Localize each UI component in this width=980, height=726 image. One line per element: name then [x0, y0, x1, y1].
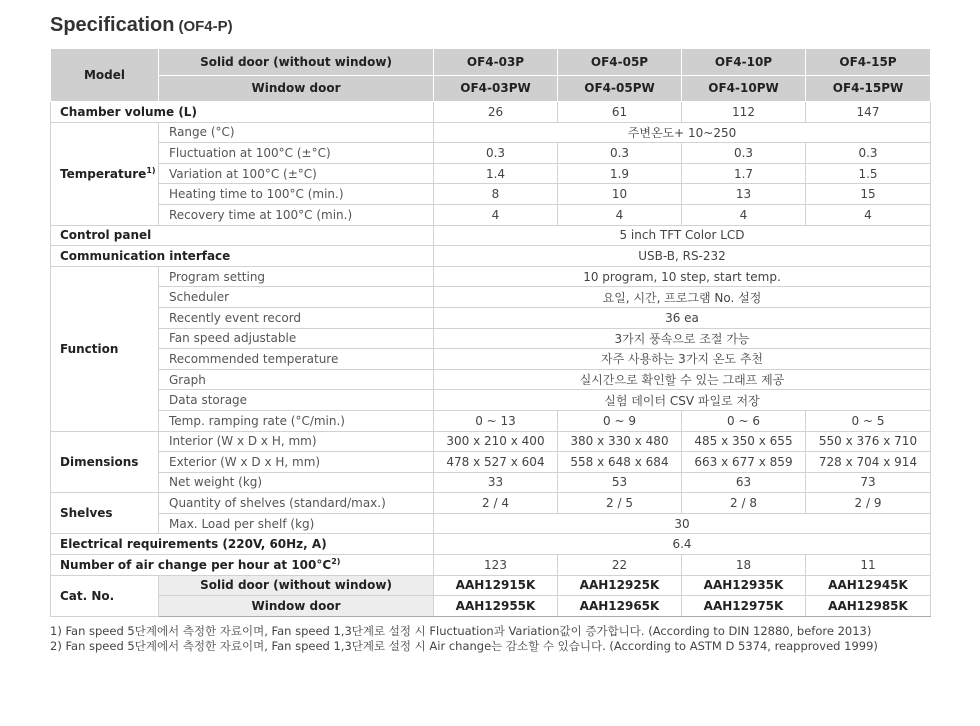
table-row — [51, 596, 931, 617]
table-cell: 0 ~ 9 — [558, 410, 682, 431]
specification-table — [50, 48, 931, 617]
table-cell: 1.5 — [806, 163, 931, 184]
electrical-value: 6.4 — [434, 534, 931, 555]
recommended-label: Recommended temperature — [159, 349, 434, 370]
table-cell: 26 — [434, 102, 558, 123]
table-cell: 123 — [434, 555, 558, 576]
table-cell: 4 — [558, 204, 682, 225]
model-solid-1: OF4-03P — [434, 49, 558, 76]
communication-value: USB-B, RS-232 — [434, 246, 931, 267]
table-cell: 0 ~ 6 — [682, 410, 806, 431]
table-row — [51, 493, 931, 514]
cat-solid-label: Solid door (without window) — [159, 575, 434, 596]
model-window-3: OF4-10PW — [682, 75, 806, 102]
footnote-1: 1) Fan speed 5단계에서 측정한 자료이며, Fan speed 1,3단계로 설정 시 Fluctuation과 Variation값이 증가합니다. (According to DIN 12880, before 2013) — [50, 624, 872, 638]
shelves-label: Shelves — [51, 493, 159, 534]
communication-label: Communication interface — [51, 246, 434, 267]
quantity-label: Quantity of shelves (standard/max.) — [159, 493, 434, 514]
table-cell: AAH12985K — [806, 596, 931, 617]
table-cell: 558 x 648 x 684 — [558, 452, 682, 473]
interior-label: Interior (W x D x H, mm) — [159, 431, 434, 452]
table-cell: 147 — [806, 102, 931, 123]
footnotes — [50, 624, 878, 654]
table-row — [51, 143, 931, 164]
header-row-window — [51, 75, 931, 102]
table-row — [51, 410, 931, 431]
variation-label: Variation at 100°C (±°C) — [159, 163, 434, 184]
cat-window-label: Window door — [159, 596, 434, 617]
table-cell: 8 — [434, 184, 558, 205]
table-cell: 4 — [806, 204, 931, 225]
table-cell: 2 / 5 — [558, 493, 682, 514]
table-cell: 2 / 8 — [682, 493, 806, 514]
control-panel-label: Control panel — [51, 225, 434, 246]
table-cell: 300 x 210 x 400 — [434, 431, 558, 452]
footnote-2: 2) Fan speed 5단계에서 측정한 자료이며, Fan speed 1,3단계로 설정 시 Air change는 감소할 수 있습니다. (According to ASTM D 5374, reapproved 1999) — [50, 639, 878, 653]
table-cell: 53 — [558, 472, 682, 493]
table-row — [51, 163, 931, 184]
table-row — [51, 246, 931, 267]
table-row — [51, 555, 931, 576]
scheduler-value: 요일, 시간, 프로그램 No. 설정 — [434, 287, 931, 308]
table-cell: AAH12915K — [434, 575, 558, 596]
dimensions-label: Dimensions — [51, 431, 159, 493]
table-cell: 33 — [434, 472, 558, 493]
table-cell: AAH12975K — [682, 596, 806, 617]
table-cell: 663 x 677 x 859 — [682, 452, 806, 473]
table-cell: AAH12965K — [558, 596, 682, 617]
exterior-label: Exterior (W x D x H, mm) — [159, 452, 434, 473]
model-solid-4: OF4-15P — [806, 49, 931, 76]
table-cell: 1.9 — [558, 163, 682, 184]
temperature-text: Temperature — [60, 166, 147, 181]
table-row — [51, 287, 931, 308]
title-main: Specification — [50, 14, 175, 36]
recovery-label: Recovery time at 100°C (min.) — [159, 204, 434, 225]
table-row — [51, 122, 931, 143]
table-cell: 0 ~ 5 — [806, 410, 931, 431]
table-row — [51, 452, 931, 473]
table-cell: AAH12955K — [434, 596, 558, 617]
range-value: 주변온도+ 10~250 — [434, 122, 931, 143]
table-row — [51, 307, 931, 328]
model-header: Model — [51, 49, 159, 102]
table-cell: 73 — [806, 472, 931, 493]
table-cell: 4 — [682, 204, 806, 225]
table-row — [51, 534, 931, 555]
table-cell: 11 — [806, 555, 931, 576]
table-cell: 0.3 — [806, 143, 931, 164]
function-label: Function — [51, 266, 159, 431]
model-window-4: OF4-15PW — [806, 75, 931, 102]
window-door-header: Window door — [159, 75, 434, 102]
program-label: Program setting — [159, 266, 434, 287]
table-row — [51, 431, 931, 452]
table-row — [51, 266, 931, 287]
table-cell: 2 / 4 — [434, 493, 558, 514]
scheduler-label: Scheduler — [159, 287, 434, 308]
table-cell: AAH12945K — [806, 575, 931, 596]
table-row — [51, 513, 931, 534]
table-cell: 485 x 350 x 655 — [682, 431, 806, 452]
table-cell: 728 x 704 x 914 — [806, 452, 931, 473]
table-cell: 18 — [682, 555, 806, 576]
table-row — [51, 472, 931, 493]
table-row — [51, 225, 931, 246]
cat-no-label: Cat. No. — [51, 575, 159, 616]
header-row-solid — [51, 49, 931, 76]
table-cell: AAH12925K — [558, 575, 682, 596]
table-row — [51, 390, 931, 411]
storage-value: 실험 데이터 CSV 파일로 저장 — [434, 390, 931, 411]
table-cell: 2 / 9 — [806, 493, 931, 514]
fan-value: 3가지 풍속으로 조절 가능 — [434, 328, 931, 349]
table-cell: 4 — [434, 204, 558, 225]
table-row — [51, 575, 931, 596]
title-model: (OF4-P) — [178, 18, 233, 35]
weight-label: Net weight (kg) — [159, 472, 434, 493]
table-cell: 112 — [682, 102, 806, 123]
model-window-1: OF4-03PW — [434, 75, 558, 102]
table-cell: 1.7 — [682, 163, 806, 184]
table-cell: 63 — [682, 472, 806, 493]
temperature-label — [51, 122, 159, 225]
event-value: 36 ea — [434, 307, 931, 328]
table-cell: 1.4 — [434, 163, 558, 184]
table-row — [51, 102, 931, 123]
ramping-label: Temp. ramping rate (°C/min.) — [159, 410, 434, 431]
fan-label: Fan speed adjustable — [159, 328, 434, 349]
air-change-label — [51, 555, 434, 576]
fluctuation-label: Fluctuation at 100°C (±°C) — [159, 143, 434, 164]
table-cell: AAH12935K — [682, 575, 806, 596]
graph-value: 실시간으로 확인할 수 있는 그래프 제공 — [434, 369, 931, 390]
table-row — [51, 369, 931, 390]
footnote-marker: 1) — [146, 165, 156, 175]
table-cell: 0.3 — [558, 143, 682, 164]
table-cell: 13 — [682, 184, 806, 205]
chamber-volume-label: Chamber volume (L) — [51, 102, 434, 123]
load-value: 30 — [434, 513, 931, 534]
footnote-marker: 2) — [331, 556, 341, 566]
storage-label: Data storage — [159, 390, 434, 411]
control-panel-value: 5 inch TFT Color LCD — [434, 225, 931, 246]
load-label: Max. Load per shelf (kg) — [159, 513, 434, 534]
recommended-value: 자주 사용하는 3가지 온도 추천 — [434, 349, 931, 370]
graph-label: Graph — [159, 369, 434, 390]
table-cell: 10 — [558, 184, 682, 205]
model-solid-2: OF4-05P — [558, 49, 682, 76]
table-row — [51, 184, 931, 205]
table-row — [51, 328, 931, 349]
table-cell: 61 — [558, 102, 682, 123]
table-cell: 0.3 — [682, 143, 806, 164]
range-label: Range (°C) — [159, 122, 434, 143]
table-cell: 550 x 376 x 710 — [806, 431, 931, 452]
table-cell: 22 — [558, 555, 682, 576]
event-label: Recently event record — [159, 307, 434, 328]
table-cell: 0 ~ 13 — [434, 410, 558, 431]
solid-door-header: Solid door (without window) — [159, 49, 434, 76]
air-change-text: Number of air change per hour at 100°C — [60, 557, 332, 572]
program-value: 10 program, 10 step, start temp. — [434, 266, 931, 287]
table-row — [51, 349, 931, 370]
table-cell: 0.3 — [434, 143, 558, 164]
table-cell: 15 — [806, 184, 931, 205]
model-solid-3: OF4-10P — [682, 49, 806, 76]
heating-label: Heating time to 100°C (min.) — [159, 184, 434, 205]
electrical-label: Electrical requirements (220V, 60Hz, A) — [51, 534, 434, 555]
model-window-2: OF4-05PW — [558, 75, 682, 102]
table-cell: 478 x 527 x 604 — [434, 452, 558, 473]
table-cell: 380 x 330 x 480 — [558, 431, 682, 452]
table-row — [51, 204, 931, 225]
page-title — [50, 14, 233, 37]
